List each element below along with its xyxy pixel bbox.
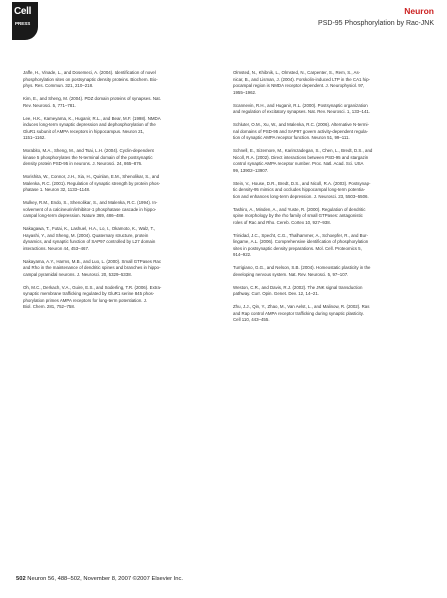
- reference-line: Lee, H.K., Kameyama, K., Huganir, R.L., and Bear, M.F. (1998). NMDA: [23, 115, 161, 121]
- reference-line: Schluter, O.M., Xu, W., and Malenka, R.C. (2006). Alternative N-termi-: [233, 122, 369, 127]
- reference-line: Morabito, M.A., Sheng, M., and Tsai, L.H. (2004). Cyclin-dependent: [23, 148, 154, 153]
- reference-line: control synaptic AMPA receptor number. Proc. Natl. Acad. Sci. USA: [233, 161, 364, 166]
- reference-line: Stein, V., House, D.R., Bredt, D.S., and Nicoll, R.A. (2003). Postsynap-: [233, 180, 371, 186]
- reference-line: Morishita, W., Connor, J.H., Xia, H., Quinlan, E.M., Shenolikar, S., and: [23, 174, 160, 179]
- footer-citation: Neuron 56, 488–502, November 8, 2007 ©2007 Elsevier Inc.: [27, 576, 184, 582]
- reference-entry: [23, 96, 208, 109]
- reference-line: phys. Res. Commun. 321, 210–218.: [23, 83, 94, 88]
- reference-entry: [23, 174, 208, 194]
- references-left-column: [23, 70, 208, 317]
- reference-entry: [23, 148, 208, 168]
- reference-line: nal domains of PSD-95 and SAP97 govern activity-dependent regula-: [233, 128, 368, 134]
- reference-line: sites in postsynaptic density preparations. Mol. Cell. Proteomics 5,: [233, 245, 362, 251]
- reference-line: Nakayama, A.Y., Harms, M.B., and Luo, L. (2000). Small GTPases Rac: [23, 258, 162, 264]
- reference-line: induces long-term synaptic depression and dephosphorylation of the: [23, 122, 156, 127]
- logo-press-text: PRESS: [15, 21, 31, 26]
- reference-line: density protein PSD-95 in neurons. J. Neurosci. 24, 865–876.: [23, 161, 143, 166]
- logo-cell-text: Cell: [14, 6, 32, 17]
- reference-line: campal pyramidal neurons. J. Neurosci. 20, 5329–5338.: [23, 271, 132, 277]
- reference-line: Hayashi, Y., and Sheng, M. (2004). Quaternary structure, protein: [23, 232, 149, 238]
- reference-line: lingame, A.L. (2006). Comprehensive identification of phosphorylation: [233, 239, 369, 244]
- reference-line: Cell 110, 443–455.: [233, 317, 270, 322]
- reference-line: and Rap control AMPA receptor trafficking during synaptic plasticity.: [233, 310, 364, 316]
- reference-line: Malenka, R.C. (2001). Regulation of synaptic strength by protein phos-: [23, 180, 161, 186]
- reference-line: Turrigiano, G.G., and Nelson, S.B. (2004). Homeostatic plasticity in the: [233, 265, 371, 270]
- reference-line: 1151–1162.: [23, 135, 46, 140]
- reference-entry: [233, 181, 425, 201]
- reference-line: Oh, M.C., Derkach, V.A., Guire, E.S., and Soderling, T.R. (2006). Extra-: [23, 284, 162, 290]
- reference-line: Rev. Neurosci. 5, 771–781.: [23, 102, 76, 108]
- page-footer: [16, 576, 183, 582]
- reference-entry: [233, 207, 425, 227]
- reference-line: Nakagawa, T., Futai, K., Lashuel, H.A., Lo, I., Okamoto, K., Walz, T.,: [23, 226, 156, 231]
- reference-line: 99, 13902–13907.: [233, 167, 269, 173]
- reference-line: Kim, E., and Sheng, M. (2004). PDZ domain proteins of synapses. Nat.: [23, 96, 161, 101]
- reference-line: Schnell, E., Sizemore, M., Karimzadegan, S., Chen, L., Bredt, D.S., and: [233, 148, 373, 153]
- reference-line: tion and enhances long-term depression. J. Neurosci. 23, 5503–5506.: [233, 193, 369, 199]
- reference-entry: [233, 122, 425, 142]
- reference-line: Weston, C.R., and Davis, R.J. (2002). The JNK signal transduction: [233, 284, 363, 290]
- reference-line: spine morphology by the rho family of small GTPases: antagonistic: [233, 213, 363, 218]
- reference-entry: [23, 116, 208, 142]
- reference-entry: [233, 70, 425, 96]
- reference-entry: [233, 103, 425, 116]
- reference-entry: [233, 265, 425, 278]
- reference-line: phorylation primes AMPA receptors for long-term potentiation. J.: [23, 297, 148, 303]
- reference-line: nicar, B., and Lisman, J. (2004). Forskolin-induced LTP in the CA1 hip-: [233, 76, 370, 82]
- reference-entry: [23, 285, 208, 311]
- reference-entry: [233, 233, 425, 259]
- reference-line: developing nervous system. Nat. Rev. Neurosci. 5, 97–107.: [233, 271, 349, 277]
- reference-line: campal long-term depression. Nature 369, 486–488.: [23, 213, 125, 218]
- reference-line: tic density-95 mimics and occludes hippocampal long-term potentia-: [233, 187, 366, 192]
- reference-line: pocampal region is NMDA receptor dependent. J. Neurophysiol. 97,: [233, 83, 365, 88]
- reference-line: volvement of a calcineurin/inhibitor-1 phosphatase cascade in hippo-: [23, 206, 157, 212]
- reference-entry: [233, 148, 425, 174]
- cell-press-logo: [12, 2, 38, 40]
- reference-line: Zhu, J.J., Qin, Y., Zhao, M., Van Aelst, L., and Malinow, R. (2002). Ras: [233, 304, 370, 309]
- page-number: 502: [16, 576, 26, 582]
- reference-line: and Rho in the maintenance of dendritic spines and branches in hippo-: [23, 265, 161, 270]
- reference-line: and regulation of excitatory synapses. Nat. Rev. Neurosci. 1, 133–141.: [233, 109, 371, 114]
- reference-line: Mulkey, R.M., Endo, S., Shenolikar, S., and Malenka, R.C. (1994). In-: [23, 200, 158, 205]
- journal-name: Neuron: [404, 6, 434, 16]
- reference-entry: [233, 304, 425, 324]
- reference-line: Trinidad, J.C., Specht, C.G., Thalhammer, A., Schoepfer, R., and Bur-: [233, 232, 368, 238]
- reference-entry: [233, 285, 425, 298]
- reference-entry: [23, 259, 208, 279]
- reference-line: pathway. Curr. Opin. Genet. Dev. 12, 14–21.: [233, 291, 319, 296]
- reference-line: Nicoll, R.A. (2002). Direct interactions between PSD-95 and stargazin: [233, 154, 369, 160]
- reference-line: phosphorylation sites on postsynaptic density proteins. Biochem. Bio-: [23, 76, 158, 82]
- reference-line: synaptic membrane trafficking regulated by GluR1 serine 845 phos-: [23, 291, 155, 296]
- references-right-column: [233, 70, 425, 330]
- reference-line: kinase 5 phosphorylates the N-terminal domain of the postsynaptic: [23, 154, 153, 160]
- reference-line: 914–922.: [233, 252, 252, 257]
- reference-line: GluR1 subunit of AMPA receptors in hippocampus. Neuron 21,: [23, 128, 145, 134]
- reference-line: Tashiro, A., Minden, A., and Yuste, R. (2000). Regulation of dendritic: [233, 206, 366, 212]
- running-title: PSD-95 Phosphorylation by Rac-JNK: [318, 20, 434, 27]
- reference-line: tion of synaptic AMPA receptor function. Neuron 51, 99–111.: [233, 135, 350, 140]
- reference-line: Biol. Chem. 281, 752–758.: [23, 304, 75, 309]
- reference-line: Jaffe, H., Vinade, L., and Dosemeci, A. (2004). Identification of novel: [23, 70, 156, 75]
- reference-line: 1955–1962.: [233, 89, 257, 95]
- reference-line: roles of Rac and Rho. Cereb. Cortex 10, 927–938.: [233, 219, 331, 225]
- reference-line: phatase 1. Neuron 32, 1133–1148.: [23, 187, 91, 192]
- reference-line: dynamics, and synaptic function of SAP97 controlled by L27 domain: [23, 239, 156, 244]
- reference-entry: [23, 200, 208, 220]
- reference-entry: [23, 70, 208, 90]
- reference-entry: [23, 226, 208, 252]
- reference-line: Scannevin, R.H., and Huganir, R.L. (2000). Postsynaptic organization: [233, 102, 368, 108]
- reference-line: Olmsted, N., Khibnik, L., Olmsted, N., Carpenter, S., Rem, S., As-: [233, 70, 361, 75]
- reference-line: interactions. Neuron 44, 453–467.: [23, 245, 90, 251]
